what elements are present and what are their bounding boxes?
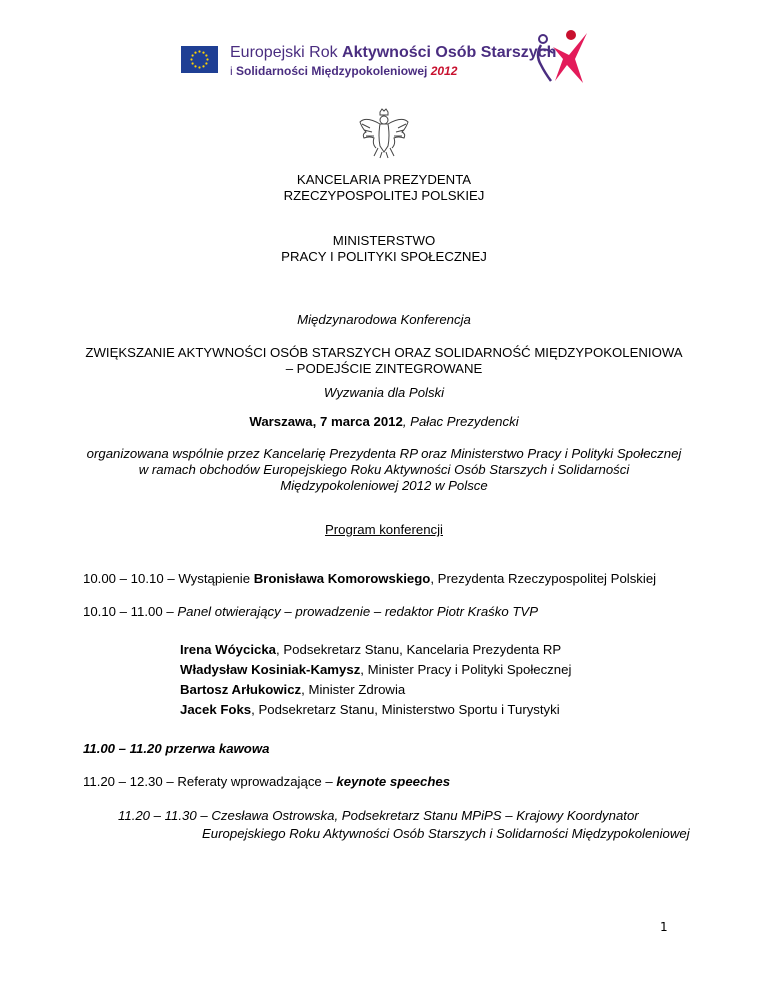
- panelist-name: Jacek Foks: [180, 702, 252, 717]
- coffee-break: 11.00 – 11.20 przerwa kawowa: [83, 741, 270, 756]
- item1-role: , Prezydenta Rzeczypospolitej Polskiej: [430, 571, 657, 586]
- panelist-row: [180, 702, 560, 718]
- dancing-figures-icon: [531, 25, 591, 85]
- eu-flag-logo: [181, 46, 218, 73]
- panelist-role: , Podsekretarz Stanu, Kancelaria Prezydenta RP: [276, 642, 562, 657]
- sub-item-line-1: 11.20 – 11.30 – Czesława Ostrowska, Podsekretarz Stanu MPiPS – Krajowy Koordynator: [118, 808, 639, 823]
- chancellery-line-1: KANCELARIA PREZYDENTA: [296, 172, 472, 187]
- page-number: 1: [660, 920, 668, 934]
- panelist-role: , Podsekretarz Stanu, Ministerstwo Sportu i Turystyki: [251, 702, 560, 717]
- logo-line-1: [230, 43, 557, 63]
- organizers-paragraph: [70, 446, 698, 494]
- panelist-row: [180, 662, 571, 678]
- conference-title-line-1: ZWIĘKSZANIE AKTYWNOŚCI OSÓB STARSZYCH ORAZ SOLIDARNOŚĆ MIĘDZYPOKOLENIOWA: [85, 345, 683, 360]
- panelist-name: Władysław Kosiniak-Kamysz: [180, 662, 361, 677]
- panelist-name: Bartosz Arłukowicz: [180, 682, 302, 697]
- organizers-line-2: w ramach obchodów Europejskiego Roku Aktywności Osób Starszych i Solidarności: [138, 462, 630, 477]
- organizers-line-1: organizowana wspólnie przez Kancelarię Prezydenta RP oraz Ministerstwo Pracy i Polityki Społecznej: [86, 446, 682, 461]
- panelist-row: [180, 682, 405, 698]
- ministry-heading: [70, 233, 698, 265]
- program-item-keynotes: [83, 774, 450, 790]
- conference-title: [70, 345, 698, 377]
- panelist-role: , Minister Zdrowia: [301, 682, 406, 697]
- item3-time: 11.20 – 12.30 – Referaty wprowadzające –: [83, 774, 337, 789]
- ministry-line-1: MINISTERSTWO: [332, 233, 436, 248]
- organizers-line-3: Międzypokoleniowej 2012 w Polsce: [280, 478, 488, 493]
- logo-line-1-plain: Europejski Rok: [230, 44, 343, 61]
- chancellery-heading: [70, 172, 698, 204]
- item1-speaker: Bronisława Komorowskiego: [253, 571, 431, 586]
- panelist-name: Irena Wóycicka: [180, 642, 277, 657]
- item2-description: Panel otwierający – prowadzenie – redaktor Piotr Kraśko TVP: [177, 604, 538, 619]
- year-logo-text: [230, 43, 557, 79]
- logo-line-2-bold: Solidarności Międzypokoleniowej: [236, 64, 431, 78]
- conference-title-line-2: – PODEJŚCIE ZINTEGROWANE: [285, 361, 483, 376]
- logo-year: 2012: [430, 64, 458, 78]
- chancellery-line-2: RZECZYPOSPOLITEJ POLSKIEJ: [283, 188, 485, 203]
- conference-subtitle: Wyzwania dla Polski: [323, 385, 445, 400]
- program-item-panel: [83, 604, 538, 620]
- logo-line-2: [230, 63, 550, 79]
- panelist-role: , Minister Pracy i Polityki Społecznej: [360, 662, 572, 677]
- item3-keynote: keynote speeches: [336, 774, 451, 789]
- logo-line-2-plain: i: [230, 64, 236, 78]
- sub-item-line-2: Europejskiego Roku Aktywności Osób Starszych i Solidarności Międzypokoleniowej: [202, 826, 690, 841]
- panelist-row: [180, 642, 561, 658]
- conference-date-place: [70, 414, 698, 430]
- logo-line-1-bold: Aktywności Osób Starszych: [342, 44, 557, 61]
- ministry-line-2: PRACY I POLITYKI SPOŁECZNEJ: [281, 249, 487, 264]
- conference-type: Międzynarodowa Konferencja: [297, 312, 471, 327]
- program-item-opening-speech: [83, 571, 656, 587]
- item2-time: 10.10 – 11.00 –: [83, 604, 178, 619]
- conference-place: , Pałac Prezydencki: [402, 414, 519, 429]
- program-heading: Program konferencji: [324, 522, 443, 537]
- item1-time: 10.00 – 10.10 – Wystąpienie: [83, 571, 254, 586]
- polish-eagle-emblem: [356, 108, 412, 160]
- conference-date: Warszawa, 7 marca 2012: [249, 414, 403, 429]
